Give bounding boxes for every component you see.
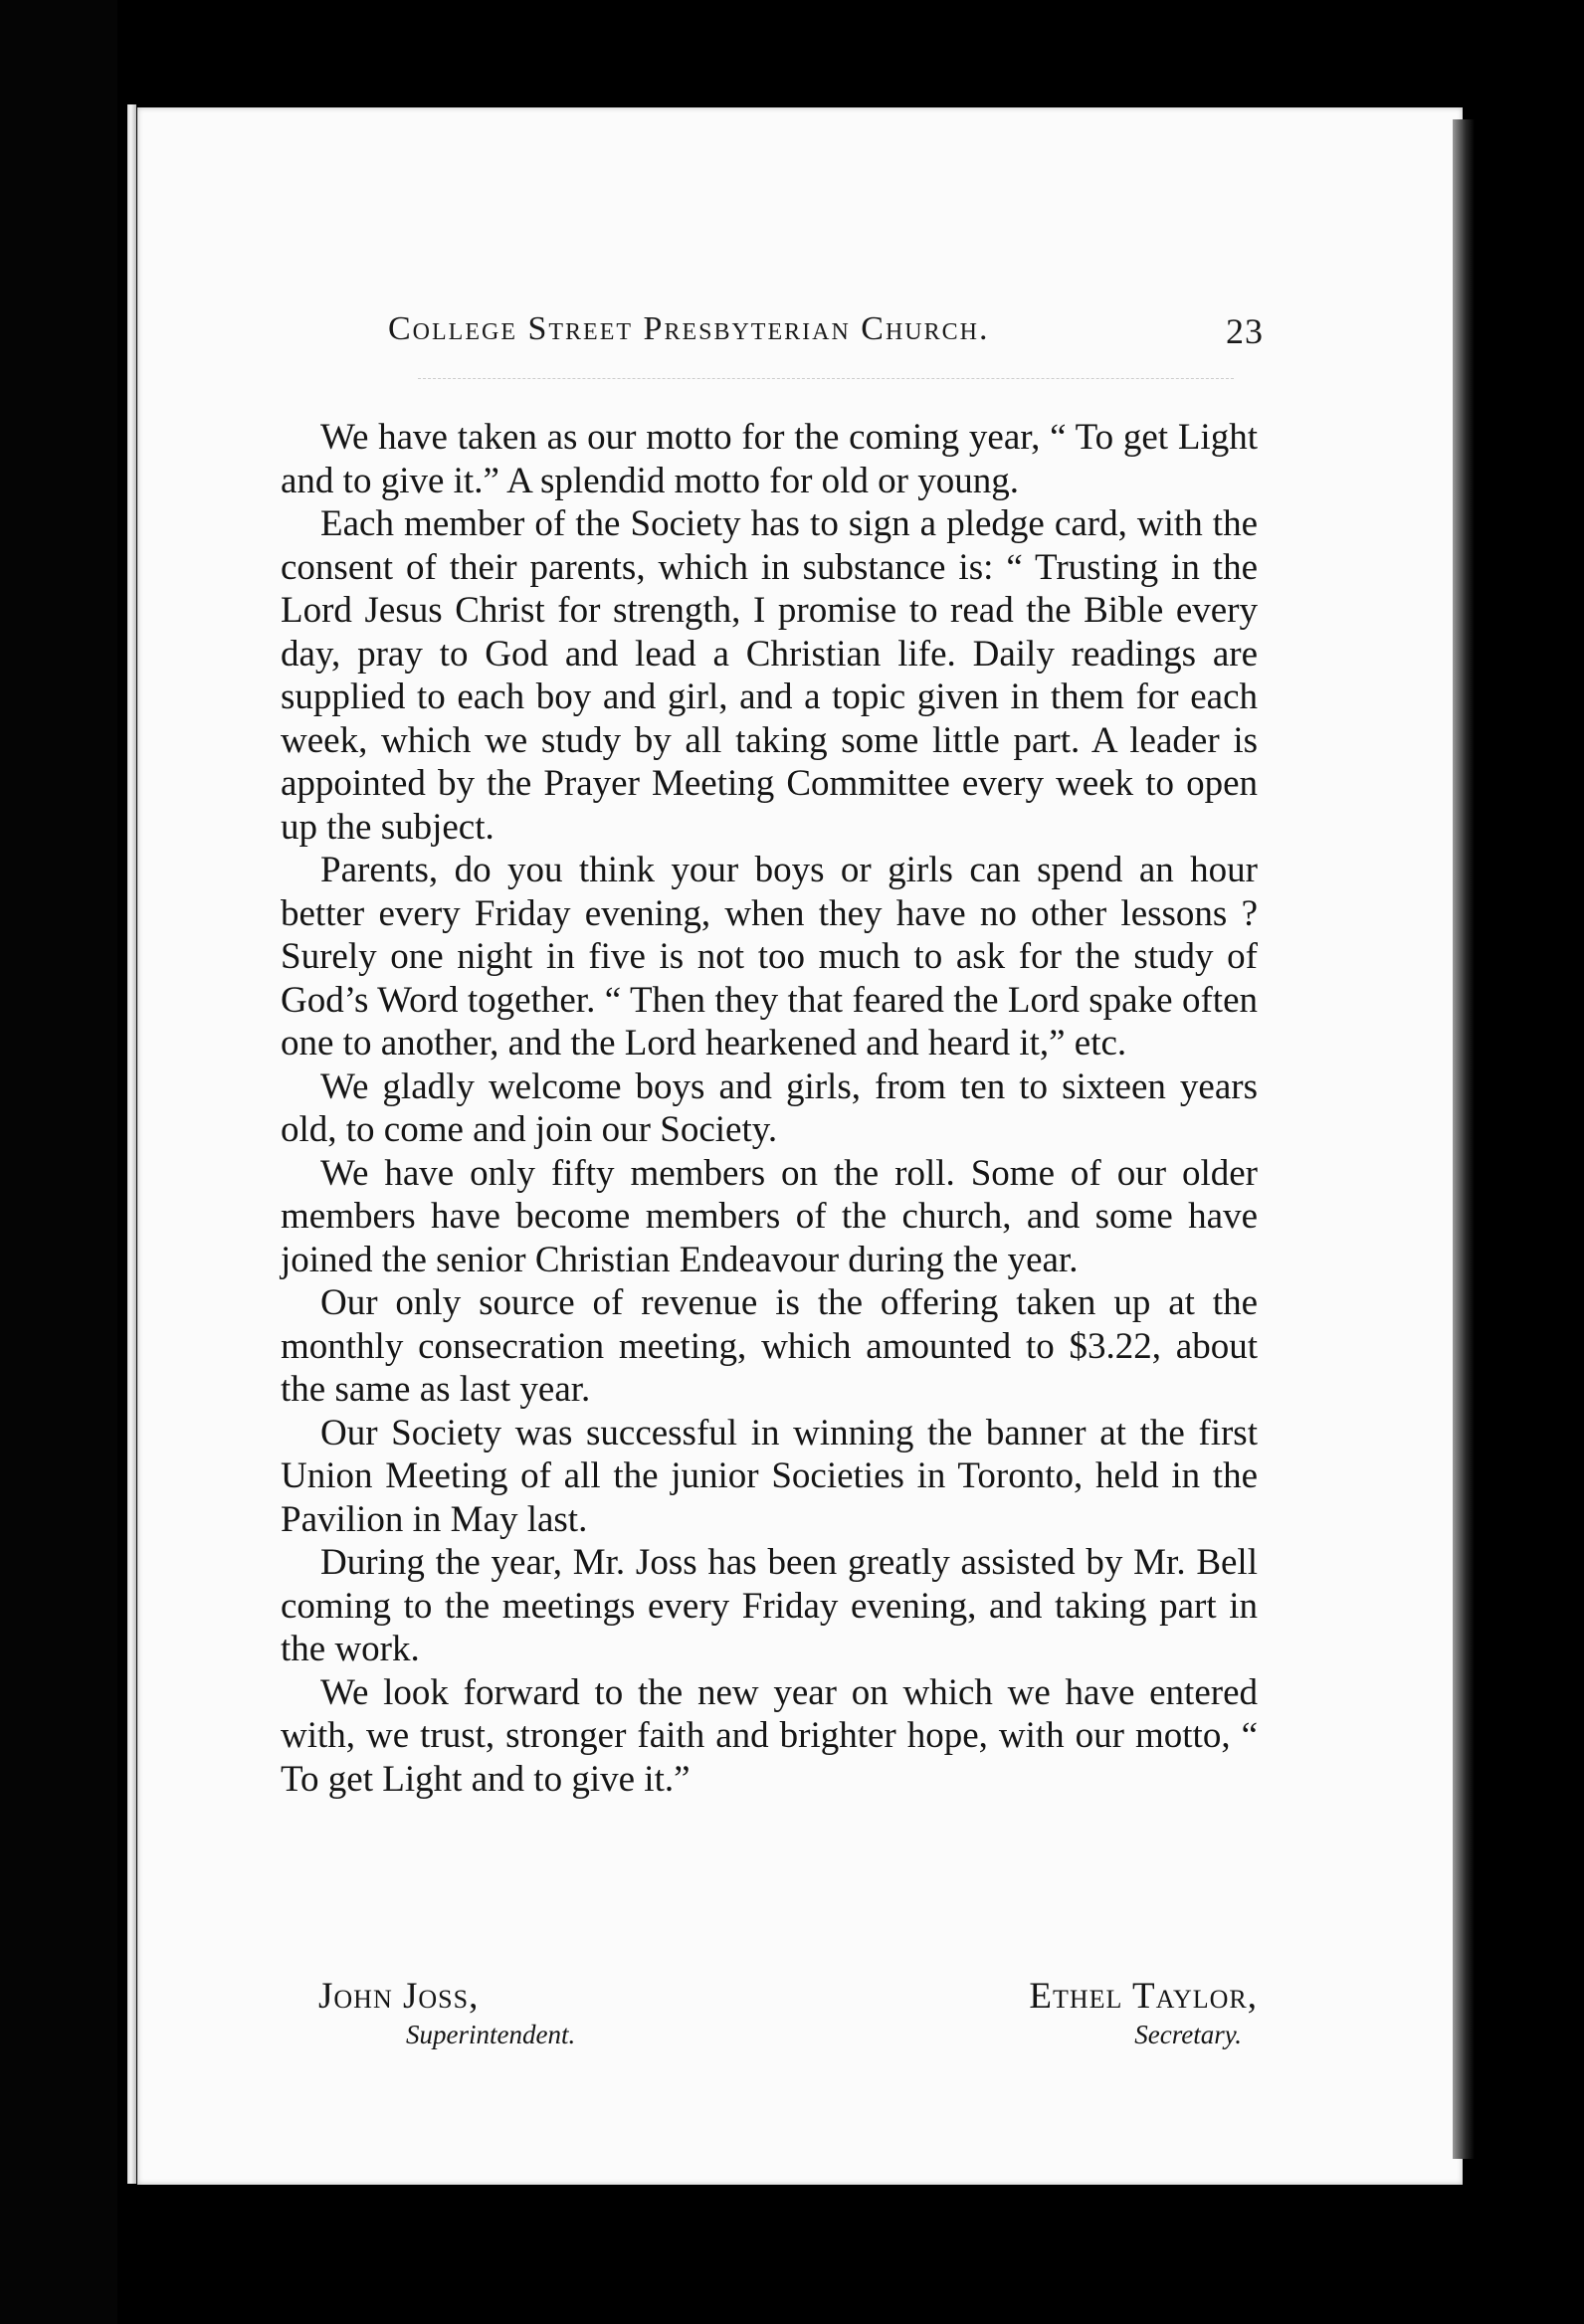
signature-superintendent-name: John Joss, <box>318 1976 480 2017</box>
page-header <box>388 310 1264 360</box>
running-head: College Street Presbyterian Church. <box>388 310 990 347</box>
paragraph-banner: Our Society was successful in winning the banner at the first Union Meeting of all the junior Societies in Toronto, held in the Pavilion in May last. <box>281 1412 1258 1540</box>
paragraph-parents: Parents, do you think your boys or girls can spend an hour better every Friday evening, when they have no other lessons ? Surely one night in five is not too much to ask for the study of God’s Word together. “ Then they that feared the Lord spake often one to another, and the Lord hearkened and heard it,” etc. <box>281 850 1258 1064</box>
left-page-edge <box>0 0 117 2324</box>
binding-line <box>127 104 136 2184</box>
paragraph-welcome: We gladly welcome boys and girls, from ten to sixteen years old, to come and join our Society. <box>281 1065 1258 1150</box>
signature-secretary-title: Secretary. <box>1134 2020 1242 2049</box>
signature-secretary-name: Ethel Taylor, <box>1029 1976 1258 2017</box>
body-text <box>281 416 1258 1801</box>
paragraph-closing: We look forward to the new year on which we have entered with, we trust, stronger faith and brighter hope, with our motto, “ To get Light and to give it.” <box>281 1671 1258 1800</box>
paragraph-revenue: Our only source of revenue is the offering taken up at the monthly consecration meeting, which amounted to $3.22, about the same as last year. <box>281 1282 1258 1410</box>
paragraph-assistance: During the year, Mr. Joss has been greatly assisted by Mr. Bell coming to the meetings every Friday evening, and taking part in the work. <box>281 1542 1258 1669</box>
page-right-edge <box>1453 119 1475 2159</box>
paragraph-pledge: Each member of the Society has to sign a pledge card, with the consent of their parents, which in substance is: “ Trusting in the Lord Jesus Christ for strength, I promise to read the Bible every day, pray to God and lead a Christian life. Daily readings are supplied to each boy and girl, and a topic given in them for each week, which we study by all taking some little part. A leader is appointed by the Prayer Meeting Committee every week to open up the subject. <box>281 503 1258 848</box>
paragraph-motto: We have taken as our motto for the coming year, “ To get Light and to give it.” A splendid motto for old or young. <box>281 417 1258 501</box>
header-rule <box>418 378 1234 380</box>
page-number: 23 <box>1226 311 1264 351</box>
signature-block <box>281 1975 1258 2054</box>
signature-superintendent-title: Superintendent. <box>406 2020 576 2049</box>
paragraph-members: We have only fifty members on the roll. Some of our older members have become members of the church, and some have joined the senior Christian Endeavour during the year. <box>281 1152 1258 1280</box>
